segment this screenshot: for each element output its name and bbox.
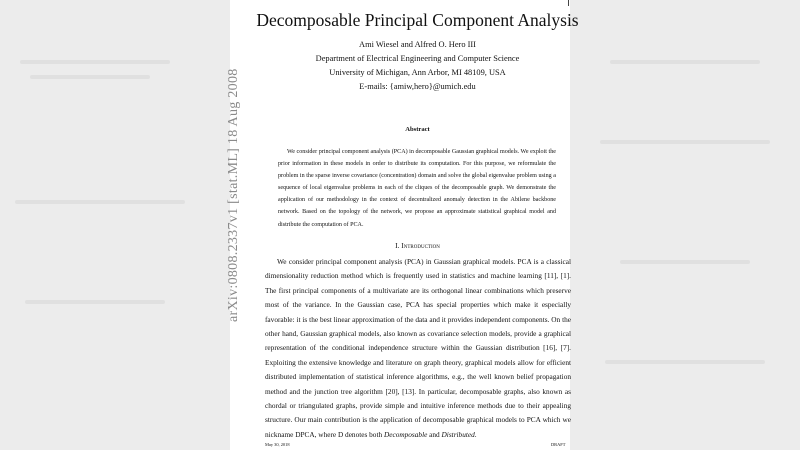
ghost-text-line [620,260,750,264]
ghost-text-line [600,140,770,144]
intro-text: We consider principal component analysis (PCA) in Gaussian graphical models. PCA is a classical dimensionality reduction method which is frequently used in statistics and machine learning [11], [1]. The first principal components of a multivariate are its orthogonal linear combinations which preserve most of the variance. In the Gaussian case, PCA has special properties which make it especially favorable: it is the best linear approximation of the data and it provides independent components. On the other hand, Gaussian graphical models, also known as covariance selection models, provide a graphical representation of the conditional independence structure within the Gaussian distribution [16], [7]. Exploiting the extensive knowledge and literature on graph theory, graphical models allow for efficient distributed implementation of statistical inference algorithms, e.g., the well known belief propagation method and the junction tree algorithm [20], [13]. In particular, decomposable graphs, also known as chordal or triangulated graphs, provide simple and intuitive inference methods due to their appealing structure. Our main contribution is the application of decomposable graphical models to PCA which we nickname DPCA, where D denotes both [265,257,571,439]
section-number: I. [395,241,400,250]
section-title: Introduction [401,241,440,250]
author-emails: E-mails: {amiw,hero}@umich.edu [359,82,476,91]
section-heading [230,241,605,250]
intro-and: and [427,429,442,439]
left-margin-background [0,0,230,450]
page-edge-mark [568,0,569,6]
paper-title: Decomposable Principal Component Analysis [256,10,579,30]
abstract-heading: Abstract [405,126,430,133]
arxiv-stamp: arXiv:0808.2337v1 [stat.ML] 18 Aug 2008 [226,68,241,322]
ghost-text-line [15,200,185,204]
footer-date: May 30, 2018 [265,442,290,447]
author-university: University of Michigan, Ann Arbor, MI 48109, USA [329,68,506,77]
ghost-text-line [20,60,170,64]
ghost-text-line [30,75,150,79]
intro-emphasis-decomposable: Decomposable [383,429,428,439]
author-department: Department of Electrical Engineering and Computer Science [315,54,520,63]
introduction-paragraph [265,255,571,442]
ghost-text-line [25,300,165,304]
ghost-text-line [605,360,765,364]
intro-end: . [474,429,477,439]
footer-status: DRAFT [551,442,566,447]
intro-emphasis-distributed: Distributed [441,429,475,439]
ghost-text-line [610,60,760,64]
abstract-text: We consider principal component analysis (PCA) in decomposable Gaussian graphical models. We exploit the prior information in these models in order to distribute its computation. For this purpose, we reformulate the problem in the sparse inverse covariance (concentration) domain and solve the global eigenvalue problem using a sequence of local eigenvalue problems in each of the cliques of the decomposable graph. We demonstrate the application of our methodology in the context of decentralized anomaly detection in the Abilene backbone network. Based on the topology of the network, we propose an approximate statistical graphical model and distribute the computation of PCA. [278,149,556,228]
paper-authors: Ami Wiesel and Alfred O. Hero III [359,40,476,49]
